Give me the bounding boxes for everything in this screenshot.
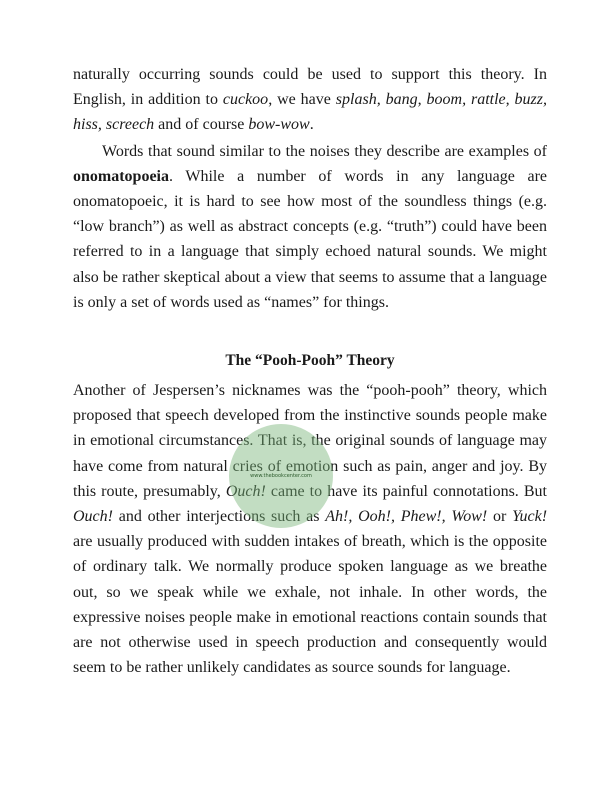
paragraph-2: Words that sound similar to the noises they describe are examples of onomatopoeia. While a number of words in any language are onomatopoeic, it is hard to see how most of the soundless things (e.g. “low branch”) as well as abstract concepts (e.g. “truth”) could have been referred to in a language that simply echoed natural sounds. We might also be rather skeptical about a view that seems to assume that a language is only a set of words used as “names” for things. bbox=[73, 142, 547, 311]
paragraph-3: Another of Jespersen’s nicknames was the “pooh-pooh” theory, which proposed that speech developed from the instinctive sounds people make in emotional circumstances. That is, the original sounds of language may have come from natural cries of emotion such as pain, anger and joy. By this route, presumably, Ouch! came to have its painful connotations. But Ouch! and other interjections such as Ah!, Ooh!, Phew!, Wow! or Yuck! are usually produced with sudden intakes of breath, which is the opposite of ordinary talk. We normally produce spoken language as we breathe out, so we speak while we exhale, not inhale. In other words, the expressive noises people make in emotional reactions contain sounds that are not otherwise used in speech production and consequently would seem to be rather unlikely candidates as source sounds for language. bbox=[73, 382, 548, 677]
example-bowwow: bow-wow bbox=[248, 116, 310, 134]
example-cuckoo: cuckoo bbox=[222, 91, 269, 109]
term-onomatopoeia: onomatopoeia bbox=[73, 167, 169, 185]
page-content bbox=[73, 62, 547, 680]
paragraph-1: naturally occurring sounds could be used to support this theory. In English, in addition to cuckoo, we have splash, bang, boom, rattle, buzz, hiss, screech and of course bow-wow. bbox=[73, 66, 548, 134]
section-heading: The “Pooh-Pooh” Theory bbox=[225, 352, 395, 370]
watermark-logo: www.thebookcenter.com bbox=[229, 424, 333, 528]
example-words: splash, bang, boom, rattle, buzz, hiss, screech bbox=[73, 91, 548, 134]
